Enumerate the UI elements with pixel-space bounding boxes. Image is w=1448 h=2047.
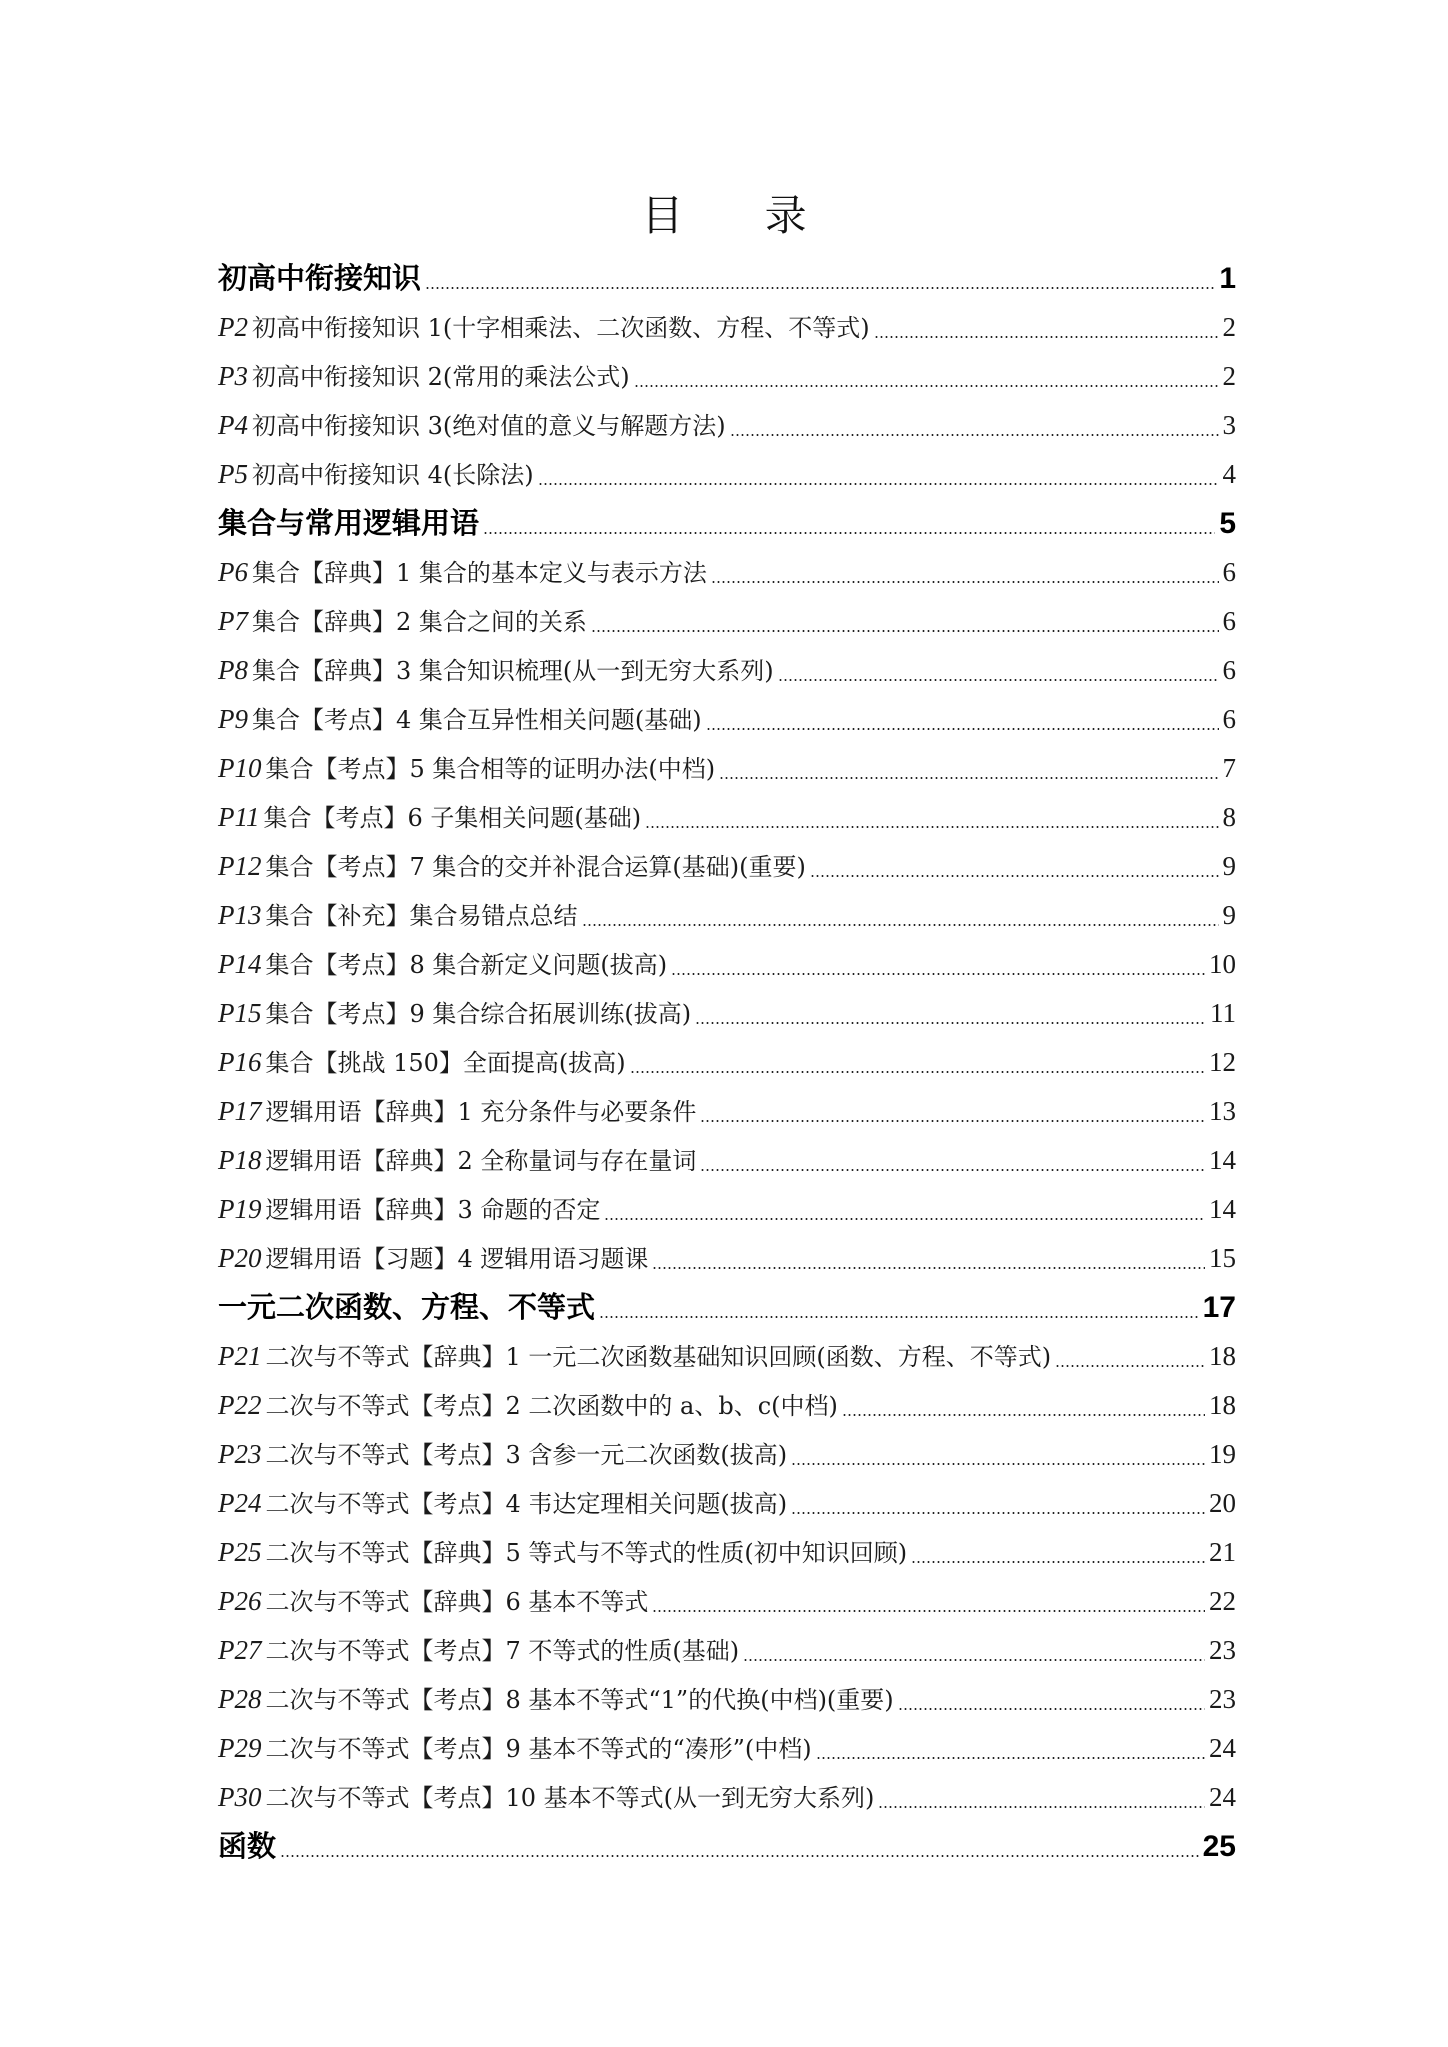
- toc-entry-title: 二次与不等式【辞典】1 一元二次函数基础知识回顾(函数、方程、不等式): [265, 1343, 1052, 1371]
- toc-entry-title: 集合【辞典】3 集合知识梳理(从一到无穷大系列): [252, 657, 774, 685]
- toc-entry-label: [218, 646, 774, 696]
- toc-entry[interactable]: [218, 1577, 1236, 1626]
- dot-leader: [878, 1806, 1205, 1808]
- toc-entry-code: P10: [218, 753, 262, 783]
- toc-page-number: 19: [1209, 1439, 1236, 1469]
- toc-entry-label: [218, 842, 806, 892]
- toc-entry-code: P24: [218, 1488, 262, 1518]
- toc-section-heading[interactable]: [218, 254, 1236, 303]
- toc-entry-title: 逻辑用语【习题】4 逻辑用语习题课: [265, 1245, 649, 1273]
- toc-page-number: 9: [1222, 900, 1236, 930]
- toc-entry[interactable]: [218, 695, 1236, 744]
- toc-entry-title: 二次与不等式【考点】3 含参一元二次函数(拔高): [265, 1441, 788, 1469]
- toc-entry-title: 二次与不等式【考点】7 不等式的性质(基础): [265, 1637, 740, 1665]
- dot-leader: [911, 1561, 1205, 1563]
- toc-entry-code: P12: [218, 851, 262, 881]
- toc-entry-code: P17: [218, 1096, 262, 1126]
- toc-entry-title: 集合【考点】7 集合的交并补混合运算(基础)(重要): [265, 853, 806, 881]
- toc-entry-title: 一元二次函数、方程、不等式: [218, 1290, 596, 1324]
- toc-entry[interactable]: [218, 1038, 1236, 1087]
- toc-page-number: 13: [1209, 1096, 1236, 1126]
- dot-leader: [706, 728, 1219, 730]
- toc-entry-label: [218, 1234, 648, 1284]
- toc-page-number: 10: [1209, 949, 1236, 979]
- toc-entry[interactable]: [218, 1626, 1236, 1675]
- toc-entry[interactable]: [218, 1724, 1236, 1773]
- toc-entry[interactable]: [218, 793, 1236, 842]
- toc-page-number: 7: [1222, 753, 1236, 783]
- toc-page-number: 17: [1202, 1291, 1236, 1324]
- toc-page-number: 25: [1202, 1830, 1236, 1863]
- toc-entry-label: [218, 1626, 739, 1676]
- toc-entry-label: [218, 1283, 595, 1332]
- toc-entry-label: [218, 352, 630, 402]
- toc-entry-code: P4: [218, 410, 248, 440]
- dot-leader: [810, 875, 1219, 877]
- toc-entry-code: P2: [218, 312, 248, 342]
- toc-entry[interactable]: [218, 597, 1236, 646]
- toc-entry-title: 集合【考点】5 集合相等的证明办法(中档): [265, 755, 716, 783]
- toc-entry-title: 集合【补充】集合易错点总结: [265, 902, 578, 930]
- toc-entry[interactable]: [218, 1430, 1236, 1479]
- toc-entry-code: P11: [218, 802, 260, 832]
- toc-entry-label: [218, 1038, 626, 1088]
- toc-entry[interactable]: [218, 352, 1236, 401]
- page-title: 目 录: [641, 191, 841, 240]
- toc-entry[interactable]: [218, 989, 1236, 1038]
- toc-entry-code: P20: [218, 1243, 262, 1273]
- toc-entry-label: [218, 1528, 907, 1578]
- toc-page-number: 2: [1222, 361, 1236, 391]
- toc-entry[interactable]: [218, 548, 1236, 597]
- dot-leader: [816, 1757, 1205, 1759]
- toc-entry-label: [218, 450, 534, 500]
- toc-entry-title: 集合【考点】6 子集相关问题(基础): [263, 804, 642, 832]
- dot-leader: [599, 1316, 1199, 1318]
- toc-page-number: 24: [1209, 1733, 1236, 1763]
- toc-entry[interactable]: [218, 401, 1236, 450]
- toc-page-number: 22: [1209, 1586, 1236, 1616]
- toc-entry-code: P25: [218, 1537, 262, 1567]
- toc-page-number: 8: [1222, 802, 1236, 832]
- toc-entry-title: 初高中衔接知识 4(长除法): [252, 461, 534, 489]
- dot-leader: [425, 287, 1215, 289]
- dot-leader: [700, 1120, 1205, 1122]
- toc-entry-label: [218, 303, 870, 353]
- toc-entry-label: [218, 940, 667, 990]
- toc-entry-title: 初高中衔接知识: [218, 261, 422, 295]
- toc-page-number: 23: [1209, 1635, 1236, 1665]
- toc-entry-code: P30: [218, 1782, 262, 1812]
- toc-entry-title: 二次与不等式【辞典】6 基本不等式: [265, 1588, 649, 1616]
- toc-page-number: 24: [1209, 1782, 1236, 1812]
- toc-entry-title: 初高中衔接知识 1(十字相乘法、二次函数、方程、不等式): [252, 314, 870, 342]
- toc-entry-label: [218, 1675, 894, 1725]
- dot-leader: [695, 1022, 1206, 1024]
- toc-entry-code: P13: [218, 900, 262, 930]
- toc-entry-title: 二次与不等式【考点】2 二次函数中的 a、b、c(中档): [265, 1392, 838, 1420]
- dot-leader: [874, 336, 1219, 338]
- toc-entry-code: P26: [218, 1586, 262, 1616]
- toc-entry[interactable]: [218, 646, 1236, 695]
- toc-entry[interactable]: [218, 1136, 1236, 1185]
- toc-entry[interactable]: [218, 1773, 1236, 1822]
- dot-leader: [645, 826, 1218, 828]
- toc-page-number: 6: [1222, 655, 1236, 685]
- toc-page-number: 4: [1222, 459, 1236, 489]
- toc-entry-title: 函数: [218, 1829, 277, 1863]
- toc-entry[interactable]: [218, 1234, 1236, 1283]
- toc-section-heading[interactable]: [218, 499, 1236, 548]
- toc-section-heading[interactable]: [218, 1822, 1236, 1871]
- dot-leader: [711, 581, 1219, 583]
- toc-entry-label: [218, 695, 702, 745]
- toc-entry-title: 逻辑用语【辞典】1 充分条件与必要条件: [265, 1098, 697, 1126]
- toc-page-number: 12: [1209, 1047, 1236, 1077]
- toc-entry-label: [218, 597, 587, 647]
- toc-entry-code: P16: [218, 1047, 262, 1077]
- toc-page-number: 14: [1209, 1145, 1236, 1175]
- toc-entry-label: [218, 793, 641, 843]
- toc-entry-label: [218, 1479, 787, 1529]
- toc-page-number: 18: [1209, 1390, 1236, 1420]
- dot-leader: [700, 1169, 1205, 1171]
- toc-entry-code: P8: [218, 655, 248, 685]
- toc-entry-code: P14: [218, 949, 262, 979]
- dot-leader: [842, 1414, 1205, 1416]
- toc-entry[interactable]: [218, 450, 1236, 499]
- toc-entry-code: P23: [218, 1439, 262, 1469]
- toc-page-number: 11: [1210, 998, 1236, 1028]
- dot-leader: [898, 1708, 1205, 1710]
- toc-entry-code: P6: [218, 557, 248, 587]
- toc-entry[interactable]: [218, 891, 1236, 940]
- toc-page-number: 18: [1209, 1341, 1236, 1371]
- toc-entry-label: [218, 548, 707, 598]
- toc-entry-label: [218, 401, 726, 451]
- dot-leader: [791, 1463, 1205, 1465]
- dot-leader: [591, 630, 1219, 632]
- toc-entry-title: 集合【挑战 150】全面提高(拔高): [265, 1049, 626, 1077]
- dot-leader: [634, 385, 1219, 387]
- toc-entry-title: 集合【辞典】2 集合之间的关系: [252, 608, 587, 636]
- toc-page-number: 23: [1209, 1684, 1236, 1714]
- dot-leader: [538, 483, 1219, 485]
- toc-entry-title: 集合与常用逻辑用语: [218, 506, 480, 540]
- toc-page-number: 5: [1219, 507, 1236, 540]
- toc-page-number: 6: [1222, 557, 1236, 587]
- dot-leader: [652, 1610, 1205, 1612]
- toc-entry-label: [218, 1185, 600, 1235]
- toc-entry-code: P3: [218, 361, 248, 391]
- toc-page-number: 20: [1209, 1488, 1236, 1518]
- toc-entry-title: 集合【考点】8 集合新定义问题(拔高): [265, 951, 668, 979]
- dot-leader: [630, 1071, 1205, 1073]
- toc-entry-code: P21: [218, 1341, 262, 1371]
- toc-entry[interactable]: [218, 744, 1236, 793]
- toc-entry[interactable]: [218, 842, 1236, 891]
- toc-entry-label: [218, 499, 479, 548]
- toc-entry-label: [218, 1332, 1051, 1382]
- toc-page-number: 15: [1209, 1243, 1236, 1273]
- toc-entry-title: 初高中衔接知识 3(绝对值的意义与解题方法): [252, 412, 726, 440]
- toc-page-number: 2: [1222, 312, 1236, 342]
- toc-entry-title: 集合【辞典】1 集合的基本定义与表示方法: [252, 559, 707, 587]
- dot-leader: [730, 434, 1219, 436]
- toc-entry-code: P22: [218, 1390, 262, 1420]
- dot-leader: [604, 1218, 1205, 1220]
- dot-leader: [791, 1512, 1205, 1514]
- toc-entry-code: P19: [218, 1194, 262, 1224]
- toc-entry-title: 集合【考点】4 集合互异性相关问题(基础): [252, 706, 702, 734]
- toc-entry-label: [218, 989, 691, 1039]
- dot-leader: [483, 532, 1215, 534]
- toc-entry-code: P9: [218, 704, 248, 734]
- toc-page-number: 6: [1222, 606, 1236, 636]
- toc-page-number: 1: [1219, 262, 1236, 295]
- toc-entry[interactable]: [218, 940, 1236, 989]
- toc-entry-code: P28: [218, 1684, 262, 1714]
- toc-entry-title: 逻辑用语【辞典】2 全称量词与存在量词: [265, 1147, 697, 1175]
- toc-entry-label: [218, 1381, 838, 1431]
- toc-page-number: 3: [1222, 410, 1236, 440]
- toc-entry-label: [218, 891, 578, 941]
- toc-entry-label: [218, 744, 715, 794]
- table-of-contents: [218, 254, 1236, 1871]
- toc-entry-code: P5: [218, 459, 248, 489]
- toc-entry-label: [218, 1087, 696, 1137]
- toc-entry-title: 二次与不等式【考点】10 基本不等式(从一到无穷大系列): [265, 1784, 875, 1812]
- dot-leader: [778, 679, 1219, 681]
- toc-entry-code: P27: [218, 1635, 262, 1665]
- toc-entry-code: P18: [218, 1145, 262, 1175]
- dot-leader: [719, 777, 1218, 779]
- toc-entry-label: [218, 1822, 276, 1871]
- dot-leader: [1055, 1365, 1205, 1367]
- toc-entry-label: [218, 1773, 874, 1823]
- toc-entry-title: 二次与不等式【考点】8 基本不等式“1”的代换(中档)(重要): [265, 1686, 894, 1714]
- toc-page-number: 14: [1209, 1194, 1236, 1224]
- dot-leader: [671, 973, 1205, 975]
- toc-section-heading[interactable]: [218, 1283, 1236, 1332]
- dot-leader: [582, 924, 1219, 926]
- toc-entry[interactable]: [218, 1332, 1236, 1381]
- toc-entry-code: P29: [218, 1733, 262, 1763]
- toc-entry[interactable]: [218, 303, 1236, 352]
- dot-leader: [652, 1267, 1205, 1269]
- toc-entry[interactable]: [218, 1087, 1236, 1136]
- toc-entry-label: [218, 1136, 696, 1186]
- toc-entry-title: 初高中衔接知识 2(常用的乘法公式): [252, 363, 630, 391]
- toc-entry-code: P15: [218, 998, 262, 1028]
- toc-entry[interactable]: [218, 1479, 1236, 1528]
- toc-entry[interactable]: [218, 1675, 1236, 1724]
- toc-entry[interactable]: [218, 1185, 1236, 1234]
- toc-page-number: 21: [1209, 1537, 1236, 1567]
- toc-entry-label: [218, 1724, 812, 1774]
- toc-entry-label: [218, 1577, 648, 1627]
- dot-leader: [280, 1855, 1199, 1857]
- toc-entry-title: 逻辑用语【辞典】3 命题的否定: [265, 1196, 601, 1224]
- toc-entry-label: [218, 1430, 787, 1480]
- toc-entry-code: P7: [218, 606, 248, 636]
- toc-entry-title: 集合【考点】9 集合综合拓展训练(拔高): [265, 1000, 692, 1028]
- toc-entry-title: 二次与不等式【考点】4 韦达定理相关问题(拔高): [265, 1490, 788, 1518]
- dot-leader: [743, 1659, 1205, 1661]
- toc-entry-label: [218, 254, 421, 303]
- toc-page-number: 9: [1222, 851, 1236, 881]
- toc-entry-title: 二次与不等式【辞典】5 等式与不等式的性质(初中知识回顾): [265, 1539, 908, 1567]
- toc-page-number: 6: [1222, 704, 1236, 734]
- toc-entry[interactable]: [218, 1528, 1236, 1577]
- toc-entry-title: 二次与不等式【考点】9 基本不等式的“凑形”(中档): [265, 1735, 812, 1763]
- toc-entry[interactable]: [218, 1381, 1236, 1430]
